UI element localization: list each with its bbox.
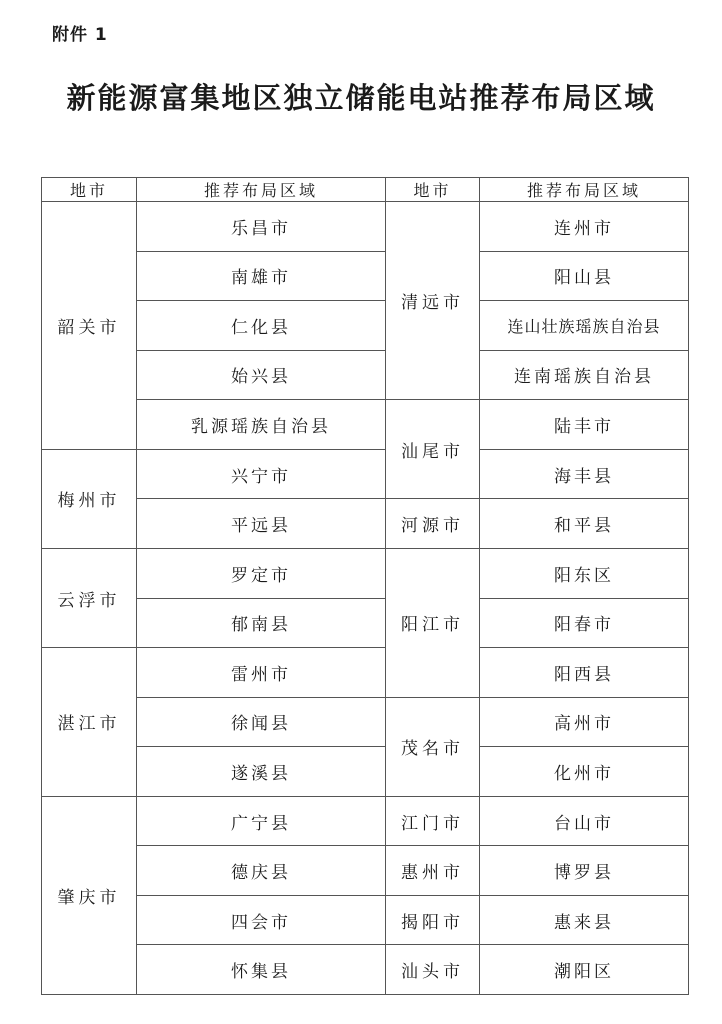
region-table bbox=[41, 177, 689, 995]
left-area-cell: 乳源瑶族自治县 bbox=[137, 400, 386, 450]
table-row bbox=[42, 548, 689, 598]
left-city-cell: 梅州市 bbox=[42, 449, 137, 548]
left-city-cell: 肇庆市 bbox=[42, 796, 137, 994]
table-row bbox=[42, 846, 689, 896]
table-row bbox=[42, 747, 689, 797]
table-row bbox=[42, 449, 689, 499]
right-city-cell: 清远市 bbox=[386, 202, 480, 400]
table-row bbox=[42, 400, 689, 450]
left-city-cell: 云浮市 bbox=[42, 548, 137, 647]
table-header-row bbox=[42, 178, 689, 202]
left-area-cell: 兴宁市 bbox=[137, 449, 386, 499]
right-city-cell: 阳江市 bbox=[386, 548, 480, 697]
table-row bbox=[42, 251, 689, 301]
left-area-cell: 始兴县 bbox=[137, 350, 386, 400]
left-area-cell: 怀集县 bbox=[137, 945, 386, 995]
header-city-left: 地市 bbox=[42, 178, 137, 202]
right-area-cell: 阳西县 bbox=[480, 648, 689, 698]
right-area-cell: 连南瑶族自治县 bbox=[480, 350, 689, 400]
left-city-cell: 湛江市 bbox=[42, 648, 137, 797]
right-area-cell: 台山市 bbox=[480, 796, 689, 846]
right-city-cell: 河源市 bbox=[386, 499, 480, 549]
right-city-cell: 江门市 bbox=[386, 796, 480, 846]
table-row bbox=[42, 648, 689, 698]
table-row bbox=[42, 598, 689, 648]
right-area-cell: 阳春市 bbox=[480, 598, 689, 648]
right-area-cell: 博罗县 bbox=[480, 846, 689, 896]
document-title: 新能源富集地区独立储能电站推荐布局区域 bbox=[66, 81, 656, 115]
left-area-cell: 仁化县 bbox=[137, 301, 386, 351]
right-area-cell: 潮阳区 bbox=[480, 945, 689, 995]
left-area-cell: 平远县 bbox=[137, 499, 386, 549]
header-city-right: 地市 bbox=[386, 178, 480, 202]
table-row bbox=[42, 895, 689, 945]
table-row bbox=[42, 945, 689, 995]
table-row bbox=[42, 499, 689, 549]
right-area-cell: 连州市 bbox=[480, 202, 689, 252]
attachment-label: 附件 1 bbox=[52, 25, 108, 45]
right-area-cell: 阳山县 bbox=[480, 251, 689, 301]
header-area-left: 推荐布局区域 bbox=[137, 178, 386, 202]
right-city-cell: 揭阳市 bbox=[386, 895, 480, 945]
left-area-cell: 广宁县 bbox=[137, 796, 386, 846]
left-area-cell: 雷州市 bbox=[137, 648, 386, 698]
table-row bbox=[42, 202, 689, 252]
left-city-cell: 韶关市 bbox=[42, 202, 137, 450]
right-area-cell: 陆丰市 bbox=[480, 400, 689, 450]
left-area-cell: 徐闻县 bbox=[137, 697, 386, 747]
right-city-cell: 惠州市 bbox=[386, 846, 480, 896]
table-row bbox=[42, 796, 689, 846]
right-area-cell: 和平县 bbox=[480, 499, 689, 549]
right-area-cell: 高州市 bbox=[480, 697, 689, 747]
table-row bbox=[42, 350, 689, 400]
header-area-right: 推荐布局区域 bbox=[480, 178, 689, 202]
right-area-cell: 惠来县 bbox=[480, 895, 689, 945]
left-area-cell: 乐昌市 bbox=[137, 202, 386, 252]
table-row bbox=[42, 697, 689, 747]
left-area-cell: 南雄市 bbox=[137, 251, 386, 301]
right-city-cell: 汕头市 bbox=[386, 945, 480, 995]
right-area-cell: 海丰县 bbox=[480, 449, 689, 499]
right-city-cell: 茂名市 bbox=[386, 697, 480, 796]
right-area-cell: 化州市 bbox=[480, 747, 689, 797]
left-area-cell: 郁南县 bbox=[137, 598, 386, 648]
table-row bbox=[42, 301, 689, 351]
left-area-cell: 德庆县 bbox=[137, 846, 386, 896]
right-city-cell: 汕尾市 bbox=[386, 400, 480, 499]
right-area-cell: 连山壮族瑶族自治县 bbox=[480, 301, 689, 351]
right-area-cell: 阳东区 bbox=[480, 548, 689, 598]
left-area-cell: 罗定市 bbox=[137, 548, 386, 598]
left-area-cell: 遂溪县 bbox=[137, 747, 386, 797]
left-area-cell: 四会市 bbox=[137, 895, 386, 945]
